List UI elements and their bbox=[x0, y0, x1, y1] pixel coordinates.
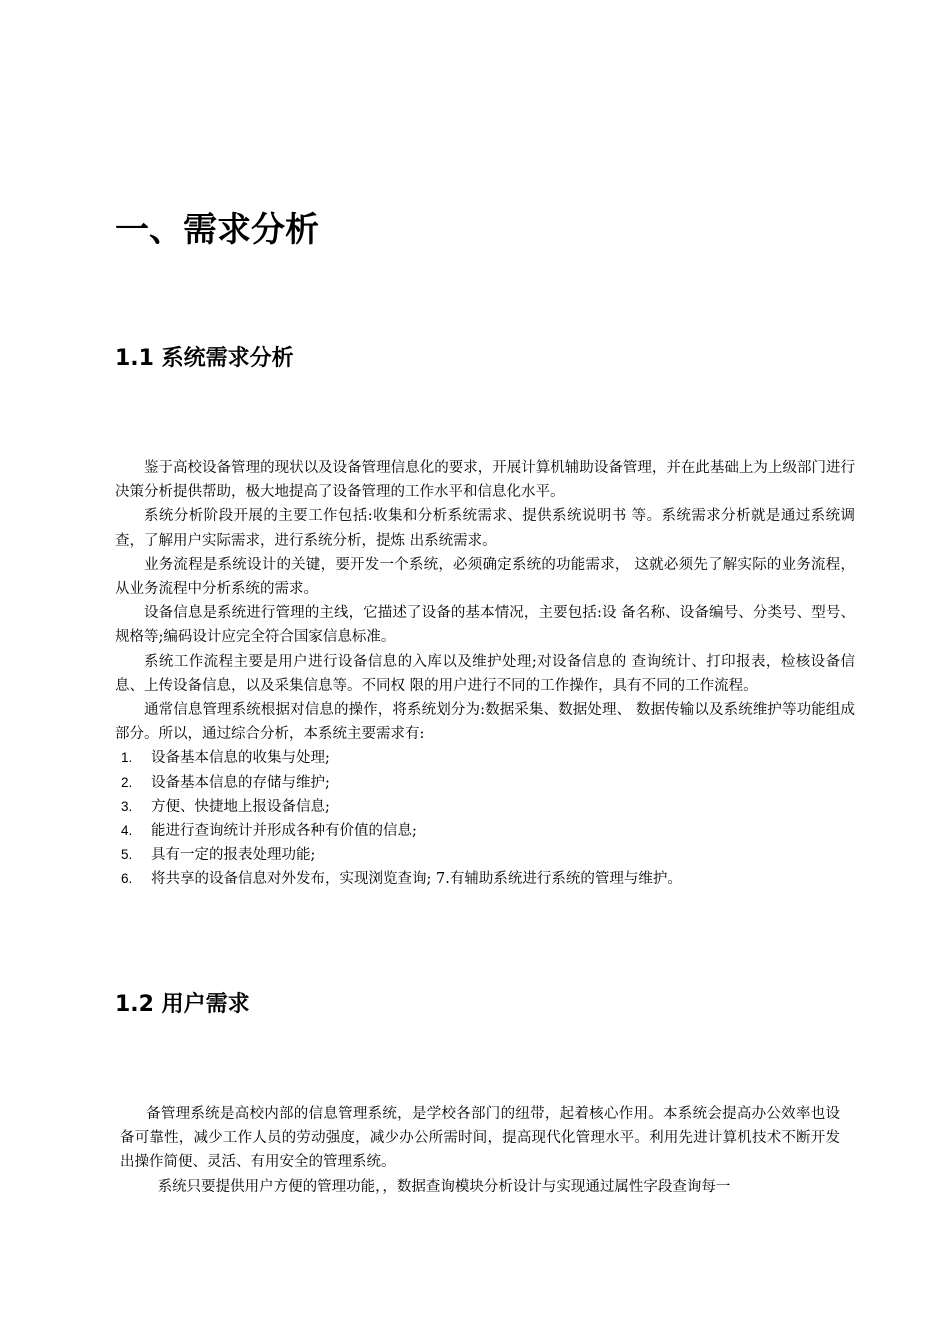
section-heading-system-requirements: 1.1 系统需求分析 bbox=[115, 346, 294, 371]
list-item bbox=[115, 867, 855, 891]
list-number: 4. bbox=[121, 823, 133, 839]
list-number: 2. bbox=[121, 774, 133, 790]
list-text: 设备基本信息的存储与维护; bbox=[151, 774, 330, 791]
list-text: 设备基本信息的收集与处理; bbox=[151, 750, 330, 767]
paragraph: 业务流程是系统设计的关键，要开发一个系统，必须确定系统的功能需求， 这就必须先了解实际的业务流程，从业务流程中分析系统的需求。 bbox=[115, 556, 855, 598]
paragraph: 设备信息是系统进行管理的主线，它描述了设备的基本情况，主要包括:设 备名称、设备编号、分类号、型号、规格等;编码设计应完全符合国家信息标准。 bbox=[115, 605, 855, 646]
list-item bbox=[115, 819, 855, 843]
requirements-list bbox=[115, 746, 855, 891]
list-number: 5. bbox=[121, 847, 133, 863]
section-body-user-requirements bbox=[120, 1102, 840, 1199]
paragraph: 系统只要提供用户方便的管理功能，，数据查询模块分析设计与实现通过属性字段查询每一 bbox=[157, 1178, 731, 1195]
list-item bbox=[115, 843, 855, 867]
paragraph: 系统分析阶段开展的主要工作包括:收集和分析系统需求、提供系统说明书 等。系统需求分析就是通过系统调查，了解用户实际需求，进行系统分析，提炼 出系统需求。 bbox=[115, 508, 855, 549]
main-heading: 一、需求分析 bbox=[115, 210, 319, 250]
list-text: 将共享的设备信息对外发布，实现浏览查询; 7.有辅助系统进行系统的管理与维护。 bbox=[151, 871, 682, 888]
list-text: 能进行查询统计并形成各种有价值的信息; bbox=[151, 823, 417, 840]
list-item bbox=[115, 746, 855, 770]
list-text: 方便、快捷地上报设备信息; bbox=[151, 798, 330, 815]
list-item bbox=[115, 795, 855, 819]
section-heading-user-requirements: 1.2 用户需求 bbox=[115, 992, 250, 1017]
paragraph: 系统工作流程主要是用户进行设备信息的入库以及维护处理;对设备信息的 查询统计、打印报表，检核设备信息、上传设备信息，以及采集信息等。不同权 限的用户进行不同的工作操作，具有不同的工作流程。 bbox=[115, 653, 855, 694]
paragraph: 备管理系统是高校内部的信息管理系统，是学校各部门的纽带，起着核心作用。本系统会提高办公效率也设备可靠性，减少工作人员的劳动强度，减少办公所需时间，提高现代化管理水平。利用先进计算机技术不断开发出操作简便、灵活、有用安全的管理系统。 bbox=[120, 1106, 840, 1171]
section-body-system-requirements bbox=[115, 456, 855, 892]
paragraph: 鉴于高校设备管理的现状以及设备管理信息化的要求，开展计算机辅助设备管理，并在此基础上为上级部门进行决策分析提供帮助，极大地提高了设备管理的工作水平和信息化水平。 bbox=[115, 460, 855, 501]
list-number: 3. bbox=[121, 798, 133, 814]
list-item bbox=[115, 771, 855, 795]
list-number: 6. bbox=[121, 871, 133, 887]
list-number: 1. bbox=[121, 750, 133, 766]
paragraph: 通常信息管理系统根据对信息的操作，将系统划分为:数据采集、数据处理、 数据传输以及系统维护等功能组成部分。所以，通过综合分析，本系统主要需求有: bbox=[115, 702, 855, 743]
list-text: 具有一定的报表处理功能; bbox=[151, 847, 316, 864]
